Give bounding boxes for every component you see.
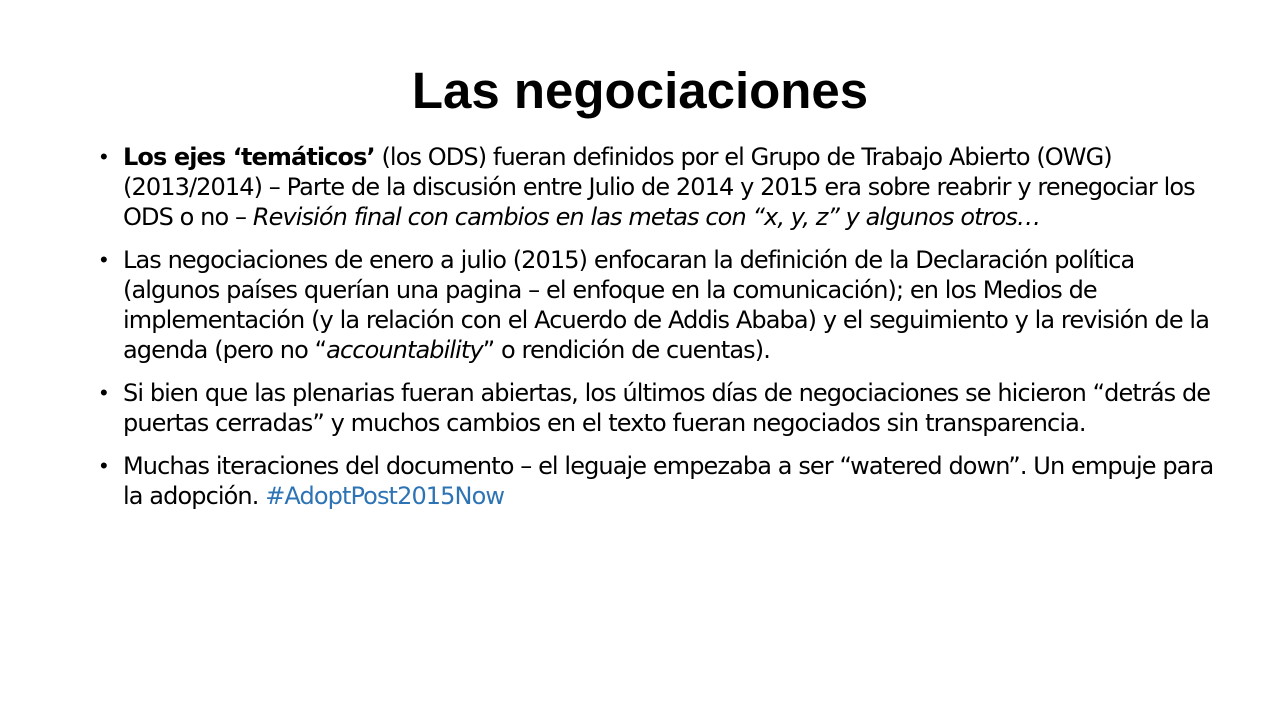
bullet-text: (los ODS) fueran definidos por el Grupo de Trabajo Abierto (OWG) (2013/2014) – Parte de la discusión entre Julio de 2014 y 2015 era sobre reabrir y renegociar los ODS o no – xyxy=(123,143,1195,231)
bullet-italic-text: Revisión final con cambios en las metas con “x, y, z” y algunos otros… xyxy=(252,203,1041,231)
bullet-text: Si bien que las plenarias fueran abiertas, los últimos días de negociaciones se hicieron “detrás de puertas cerradas” y muchos cambios en el texto fueran negociados sin transparencia. xyxy=(123,379,1211,437)
bullet-item xyxy=(98,378,1218,438)
bullet-dot-icon: • xyxy=(100,247,107,272)
bullet-dot-icon: • xyxy=(100,453,107,478)
bullet-item xyxy=(98,245,1218,365)
bullet-italic-text: accountability xyxy=(326,336,483,364)
bullet-dot-icon: • xyxy=(100,380,107,405)
hashtag-link[interactable]: #AdoptPost2015Now xyxy=(265,482,505,510)
bullet-bold-text: Los ejes ‘temáticos’ xyxy=(123,143,375,171)
bullet-list xyxy=(98,142,1218,524)
bullet-text: Muchas iteraciones del documento – el leguaje empezaba a ser “watered down”. Un empuje para la adopción. xyxy=(123,452,1214,510)
slide-title: Las negociaciones xyxy=(411,62,869,119)
bullet-text: Las negociaciones de enero a julio (2015) enfocaran la definición de la Declaración política (algunos países querían una pagina – el enfoque en la comunicación); en los Medios de implementación (y la relación con el Acuerdo de Addis Ababa) y el seguimiento y la revisión de la agenda (pero no “ xyxy=(123,246,1210,364)
bullet-item xyxy=(98,142,1218,232)
bullet-text: ” o rendición de cuentas). xyxy=(482,336,770,364)
bullet-item xyxy=(98,451,1218,511)
bullet-dot-icon: • xyxy=(100,144,107,169)
